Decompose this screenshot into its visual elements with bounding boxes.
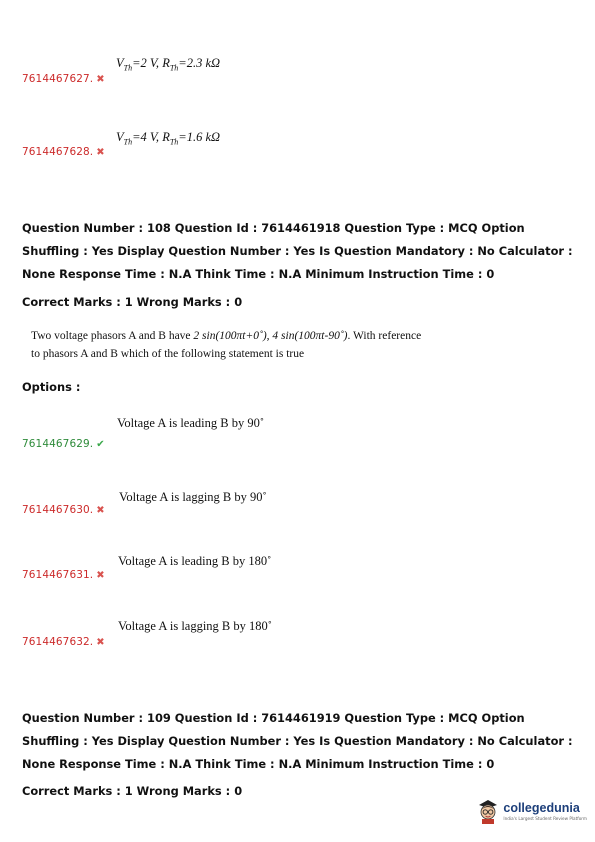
option-row xyxy=(22,630,105,649)
mascot-icon xyxy=(477,798,499,824)
option-text: $V_{Th}=4$ V, $R_{Th}=1.6$ kΩ xyxy=(116,130,221,147)
option-id: 7614467631. xyxy=(22,569,94,581)
option-id: 7614467630. xyxy=(22,504,94,516)
options-label: Options : xyxy=(22,380,81,394)
cross-icon: ✖ xyxy=(96,505,105,516)
marks-line: Correct Marks : 1 Wrong Marks : 0 xyxy=(22,784,243,798)
option-text: Voltage A is leading B by 90˚ xyxy=(117,416,264,430)
cross-icon: ✖ xyxy=(96,74,105,85)
cross-icon: ✖ xyxy=(96,637,105,648)
brand-name: collegedunia xyxy=(503,801,580,815)
question-meta: Question Number : 108 Question Id : 7614461918 Question Type : MCQ Option Shuffling : Yes Display Question Number : Yes Is Question Mandatory : No Calculator : None Response Time : N.A Think Time : N.A Minimum Instruction Time : 0 xyxy=(22,221,573,281)
cross-icon: ✖ xyxy=(96,147,105,158)
option-row xyxy=(22,67,105,86)
collegedunia-logo xyxy=(477,798,587,824)
option-row xyxy=(22,563,105,582)
option-text: Voltage A is lagging B by 90˚ xyxy=(119,490,267,504)
option-row xyxy=(22,432,105,451)
option-id: 7614467628. xyxy=(22,146,94,158)
option-row xyxy=(22,140,105,159)
question-text: Two voltage phasors A and B have 2 sin(100πt+0˚), 4 sin(100πt-90˚). With reference to phasors A and B which of the following statement is true xyxy=(31,330,422,360)
question-meta: Question Number : 109 Question Id : 7614461919 Question Type : MCQ Option Shuffling : Yes Display Question Number : Yes Is Question Mandatory : No Calculator : None Response Time : N.A Think Time : N.A Minimum Instruction Time : 0 xyxy=(22,711,573,771)
option-id: 7614467632. xyxy=(22,636,94,648)
option-id: 7614467629. xyxy=(22,438,94,450)
option-text: $V_{Th}=2$ V, $R_{Th}=2.3$ kΩ xyxy=(116,56,221,73)
option-text: Voltage A is lagging B by 180˚ xyxy=(118,619,272,633)
option-id: 7614467627. xyxy=(22,73,94,85)
option-text: Voltage A is leading B by 180˚ xyxy=(118,554,272,568)
cross-icon: ✖ xyxy=(96,570,105,581)
brand-tagline: India's Largest Student Review Platform xyxy=(503,816,587,821)
option-row xyxy=(22,498,105,517)
marks-line: Correct Marks : 1 Wrong Marks : 0 xyxy=(22,295,243,309)
check-icon: ✔ xyxy=(96,439,105,450)
